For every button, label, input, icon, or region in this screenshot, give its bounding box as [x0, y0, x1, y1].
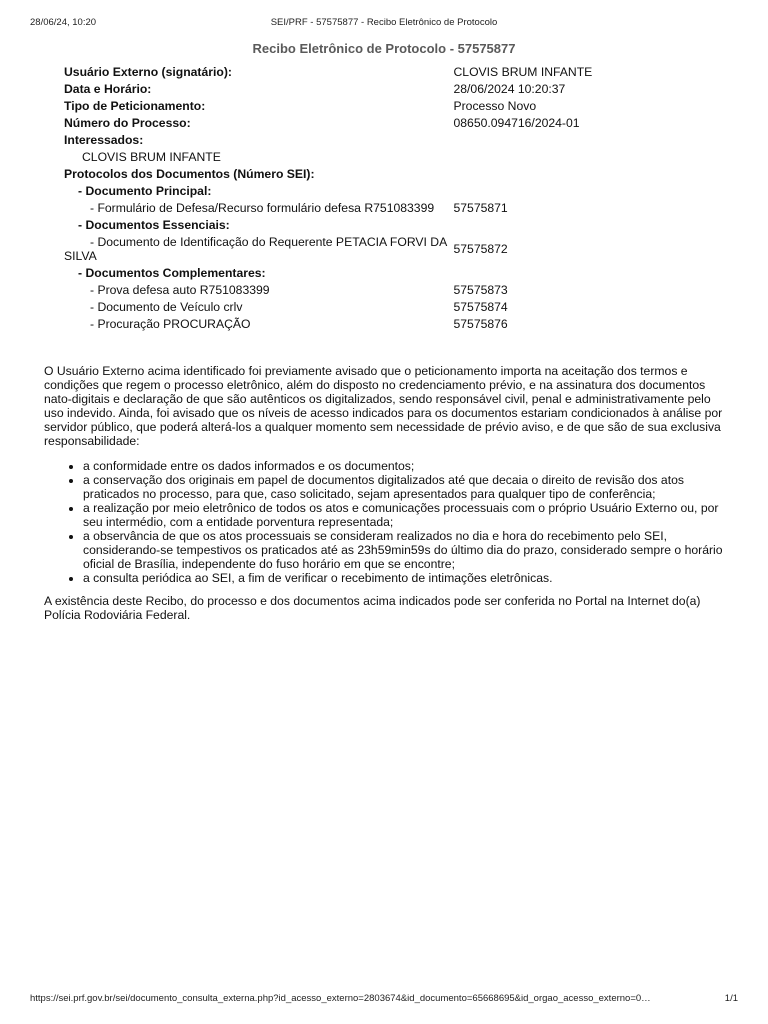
data-value: 28/06/2024 10:20:37	[453, 81, 566, 96]
field-row-usuario	[62, 63, 742, 80]
section-heading-principal	[62, 182, 742, 199]
field-row-interessados	[62, 131, 742, 148]
essenciais-heading: - Documentos Essenciais:	[78, 217, 230, 232]
interessado-row	[62, 148, 742, 165]
print-datetime: 28/06/24, 10:20	[30, 17, 97, 28]
numero-value: 08650.094716/2024-01	[453, 115, 580, 130]
print-page-title: SEI/PRF - 57575877 - Recibo Eletrônico de Protocolo	[270, 17, 498, 28]
print-url: https://sei.prf.gov.br/sei/documento_consulta_externa.php?id_acesso_externo=2803674&id_documento=65668695&id_orgao_acesso_externo=0…	[30, 993, 651, 1004]
print-footer	[30, 993, 738, 1007]
document-row	[62, 298, 742, 315]
condition-item: • a consulta periódica ao SEI, a fim de verificar o recebimento de intimações eletrônicas.	[83, 571, 730, 585]
document-name: - Procuração PROCURAÇÃO	[90, 316, 251, 331]
receipt-info-table	[62, 63, 742, 332]
print-page-number: 1/1	[724, 993, 738, 1004]
conditions-list	[44, 459, 730, 585]
document-name: - Formulário de Defesa/Recurso formulário defesa R751083399	[90, 200, 435, 215]
document-row	[62, 281, 742, 298]
document-sei-number: 57575874	[453, 299, 508, 314]
condition-item: • a realização por meio eletrônico de todos os atos e comunicações processuais com o próprio Usuário Externo ou, por seu intermédio, com a entidade porventura representada;	[83, 501, 730, 529]
document-sei-number: 57575876	[453, 316, 508, 331]
document-row	[62, 315, 742, 332]
field-row-tipo	[62, 97, 742, 114]
section-heading-complementares	[62, 264, 742, 281]
document-sei-number: 57575872	[453, 241, 508, 256]
protocolos-label: Protocolos dos Documentos (Número SEI):	[64, 166, 315, 181]
principal-heading: - Documento Principal:	[78, 183, 212, 198]
usuario-value: CLOVIS BRUM INFANTE	[453, 64, 593, 79]
document-sei-number: 57575873	[453, 282, 508, 297]
document-name: - Prova defesa auto R751083399	[90, 282, 270, 297]
field-row-data	[62, 80, 742, 97]
verification-paragraph: A existência deste Recibo, do processo e dos documentos acima indicados pode ser conferida no Portal na Internet do(a) Polícia Rodoviária Federal.	[44, 594, 701, 622]
document-sei-number: 57575871	[453, 200, 508, 215]
data-label: Data e Horário:	[64, 81, 152, 96]
document-row	[62, 199, 742, 216]
tipo-label: Tipo de Peticionamento:	[64, 98, 206, 113]
field-row-protocolos	[62, 165, 742, 182]
tipo-value: Processo Novo	[453, 98, 537, 113]
section-heading-essenciais	[62, 216, 742, 233]
complementares-heading: - Documentos Complementares:	[78, 265, 266, 280]
print-header	[30, 17, 738, 31]
terms-intro-paragraph: O Usuário Externo acima identificado foi previamente avisado que o peticionamento importa na aceitação dos termos e condições que regem o processo eletrônico, além do disposto no credenciamento prévio, e na assinatura dos documentos nato-digitais e declaração de que são autênticos os digitalizados, sendo responsável civil, penal e administrativamente pelo uso indevido. Ainda, foi avisado que os níveis de acesso indicados para os documentos estariam condicionados à análise por servidor público, que poderá alterá-los a qualquer momento sem necessidade de prévio aviso, e de que são de sua exclusiva responsabilidade:	[44, 364, 723, 448]
condition-item: • a observância de que os atos processuais se consideram realizados no dia e hora do recebimento pelo SEI, considerando-se tempestivos os praticados até as 23h59min59s do último dia do prazo, considerado sempre o horário oficial de Brasília, independente do fuso horário em que se encontre;	[83, 529, 730, 571]
interessados-label: Interessados:	[64, 132, 144, 147]
condition-item: • a conformidade entre os dados informados e os documentos;	[83, 459, 730, 473]
document-name: - Documento de Veículo crlv	[90, 299, 243, 314]
document-title: Recibo Eletrônico de Protocolo - 57575877	[252, 41, 516, 56]
document-row	[62, 233, 742, 264]
interessado-name: CLOVIS BRUM INFANTE	[82, 149, 221, 164]
condition-item: • a conservação dos originais em papel de documentos digitalizados até que decaia o direito de revisão dos atos praticados no processo, para que, caso solicitado, sejam apresentados para qualquer tipo de conferência;	[83, 473, 730, 501]
field-row-numero	[62, 114, 742, 131]
usuario-label: Usuário Externo (signatário):	[64, 64, 232, 79]
document-name: - Documento de Identificação do Requerente PETACIA FORVI DA SILVA	[64, 234, 447, 263]
numero-label: Número do Processo:	[64, 115, 191, 130]
